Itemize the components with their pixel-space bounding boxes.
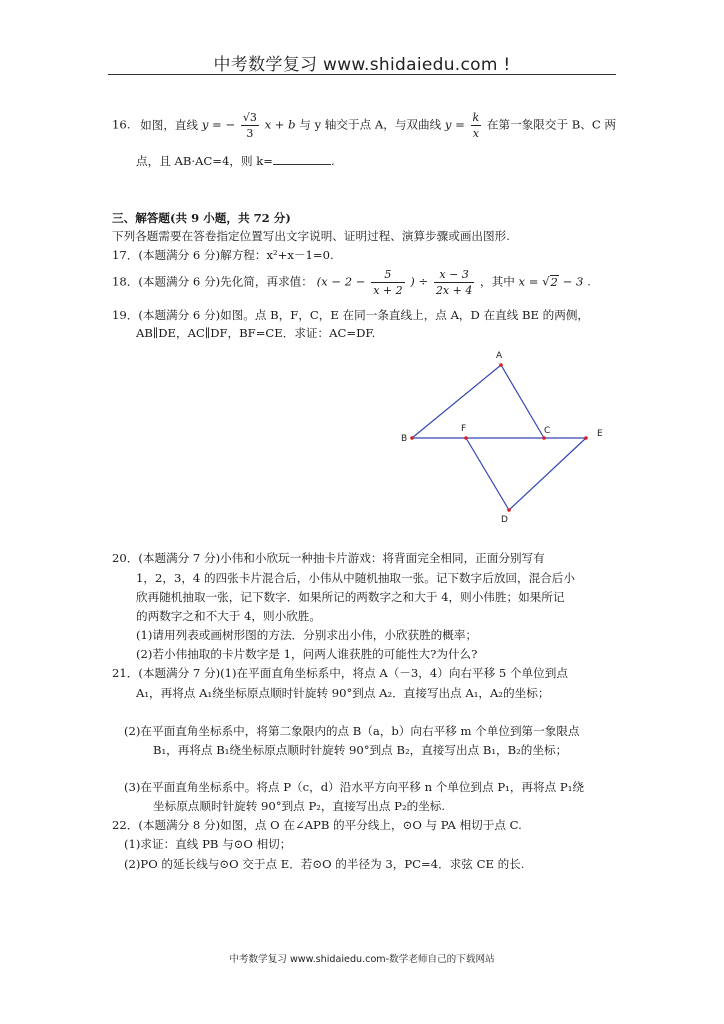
- point-b: [410, 436, 414, 440]
- point-c: [542, 436, 546, 440]
- q18-sqrt-val: 2: [550, 274, 558, 289]
- q18-line: [112, 267, 591, 298]
- label-f: F: [461, 424, 467, 434]
- q19-figure: [390, 345, 620, 527]
- q16-answer-blank: [273, 154, 331, 165]
- q18-sqrt-sign: √: [542, 274, 550, 289]
- q16-k-over-x: [471, 110, 482, 141]
- label-c: C: [544, 426, 551, 436]
- q16-x-plus-b: x + b: [264, 117, 296, 132]
- q18-frac1-num: 5: [371, 267, 404, 283]
- page-footer: 中考数学复习 www.shidaiedu.com-数学老师自己的下载网站: [229, 954, 495, 965]
- q20-sub2: (2)若小伟抽取的卡片数字是 1，问两人谁获胜的可能性大?为什么?: [136, 647, 478, 661]
- q16-y-eq: y = −: [201, 117, 236, 132]
- q16-line1: [112, 110, 616, 141]
- q16-text4: 点，且 AB·AC=4，则 k=: [136, 154, 273, 168]
- q16-x: x: [472, 127, 479, 140]
- q18-p2: ) ÷: [410, 274, 429, 289]
- q17-text: 17．(本题满分 6 分)解方程：x²+x－1=0.: [112, 248, 334, 262]
- q22-line3: (2)PO 的延长线与⊙O 交于点 E．若⊙O 的半径为 3，PC=4．求弦 CE 的长.: [124, 857, 525, 871]
- q16-fraction: [241, 110, 259, 141]
- q16-frac-num: √3: [242, 111, 257, 124]
- q21-line4: B₁，再将点 B₁绕坐标原点顺时针旋转 90°到点 B₂，直接写出点 B₁，B₂的坐标；: [153, 743, 568, 757]
- q18-frac1-den: x + 2: [373, 284, 403, 297]
- q20-line1: 20．(本题满分 7 分)小伟和小欣玩一种抽卡片游戏：将背面完全相同，正面分别写有: [112, 551, 545, 565]
- q22-line1: 22．(本题满分 8 分)如图，点 O 在∠APB 的平分线上，⊙O 与 PA 相切于点 C.: [112, 818, 522, 832]
- header-rule: [108, 74, 616, 75]
- point-a: [499, 363, 503, 367]
- q18-mid: ，其中: [480, 274, 515, 289]
- q18-frac2: [434, 267, 474, 298]
- q18-pre: 18．(本题满分 6 分)先化简，再求值：: [112, 274, 313, 289]
- point-f: [464, 436, 468, 440]
- q16-line2: [136, 153, 335, 169]
- segment-fd: [466, 438, 509, 510]
- q20-sub1: (1)请用列表或画树形图的方法．分别求出小伟，小欣获胜的概率；: [136, 628, 478, 642]
- point-e: [584, 436, 588, 440]
- q16-number: 16.: [112, 117, 131, 132]
- q21-line5: (3)在平面直角坐标系中。将点 P（c，d）沿水平方向平移 n 个单位到点 P₁，再将点 P₁绕: [124, 780, 584, 794]
- q18-xeq: x =: [518, 274, 539, 289]
- q18-p1: (x − 2 −: [316, 274, 366, 289]
- q20-line2: 1，2，3，4 的四张卡片混合后，小伟从中随机抽取一张。记下数字后放回，混合后小: [136, 571, 575, 585]
- q19-line2: AB∥DE，AC∥DF，BF=CE．求证：AC=DF.: [136, 326, 376, 340]
- q18-tail: − 3 .: [558, 274, 591, 289]
- q20-line4: 的两数字之和不大于 4，则小欣胜。: [136, 609, 321, 623]
- label-a: A: [496, 351, 503, 361]
- q16-y-eq2: y =: [444, 117, 465, 132]
- q18-frac1: [371, 267, 404, 298]
- q20-line3: 欣再随机抽取一张，记下数字．如果所记的两数字之和大于 4，则小伟胜；如果所记: [136, 590, 565, 604]
- q16-text2: 与 y 轴交于点 A，与双曲线: [299, 117, 442, 132]
- segment-ba: [412, 365, 501, 438]
- label-b: B: [401, 434, 408, 444]
- q16-k: k: [472, 111, 480, 124]
- section3-intro: 下列各题需要在答卷指定位置写出文字说明、证明过程、演算步骤或画出图形.: [112, 229, 510, 243]
- q19-line1: 19．(本题满分 6 分)如图。点 B，F，C，E 在同一条直线上，点 A，D 在直线 BE 的两侧，: [112, 308, 590, 322]
- q21-line1: 21．(本题满分 7 分)(1)在平面直角坐标系中，将点 A（－3，4）向右平移 5 个单位到点: [112, 666, 568, 680]
- label-d: D: [501, 515, 508, 525]
- q18-frac2-den: 2x + 4: [435, 284, 473, 297]
- segment-de: [509, 438, 586, 510]
- q21-line2: A₁，再将点 A₁绕坐标原点顺时针旋转 90°到点 A₂．直接写出点 A₁，A₂的坐标；: [136, 686, 550, 700]
- q21-line3: (2)在平面直角坐标系中，将第二象限内的点 B（a，b）向右平移 m 个单位到第一象限点: [124, 724, 580, 738]
- page-header-title: 中考数学复习 www.shidaiedu.com !: [213, 55, 511, 75]
- q16-text3: 在第一象限交于 B、C 两: [486, 117, 617, 132]
- label-e: E: [597, 429, 603, 439]
- q22-line2: (1)求证：直线 PB 与⊙O 相切；: [124, 837, 292, 851]
- q18-frac2-num: x − 3: [434, 267, 474, 283]
- q16-frac-den: 3: [246, 127, 254, 140]
- q21-line6: 坐标原点顺时针旋转 90°到点 P₂，直接写出点 P₂的坐标.: [153, 799, 446, 813]
- point-d: [507, 508, 511, 512]
- q16-end: .: [331, 154, 335, 168]
- section3-title: 三、解答题(共 9 小题，共 72 分): [112, 211, 291, 225]
- q16-text1: 如图，直线: [140, 117, 199, 132]
- segment-ac: [501, 365, 544, 438]
